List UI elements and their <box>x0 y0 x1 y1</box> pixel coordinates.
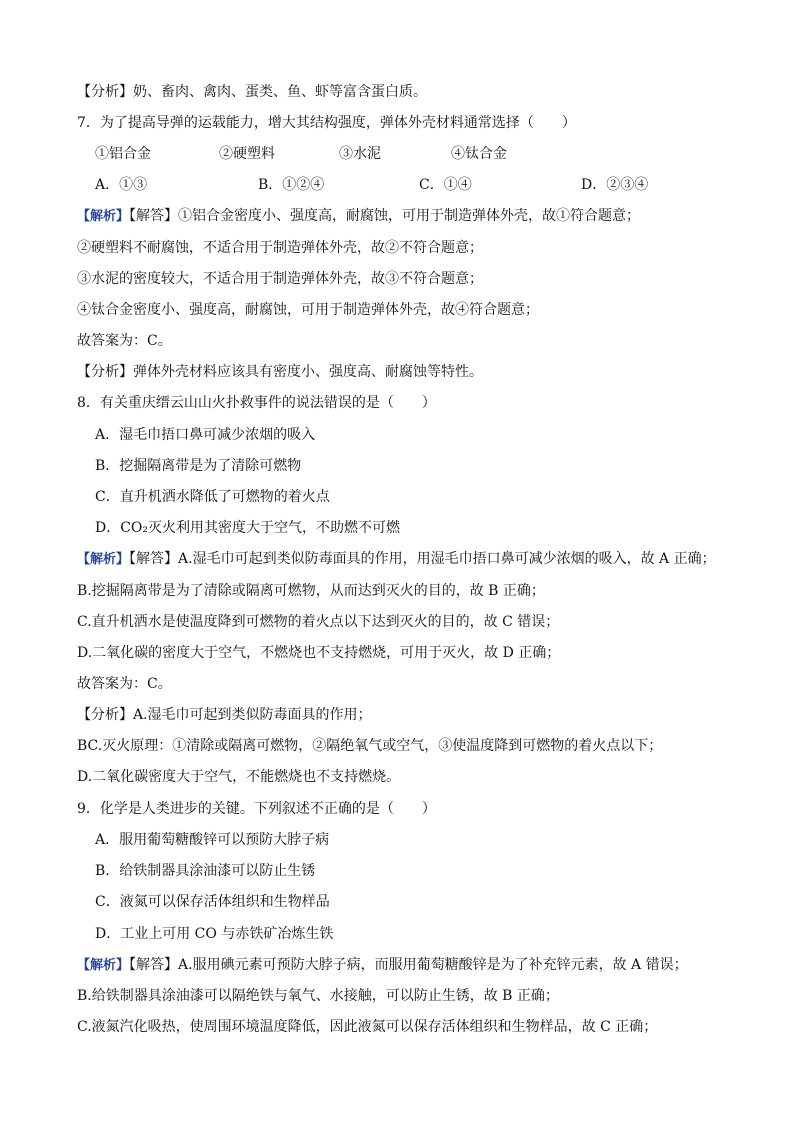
jiexi-tag: 【解析】 <box>77 552 130 567</box>
q7-material-4: ④钛合金 <box>451 146 507 162</box>
q7-analysis: 【分析】弹体外壳材料应该具有密度小、强度高、耐腐蚀等特性。 <box>77 364 483 380</box>
q9-choice-b: B．给铁制器具涂油漆可以防止生锈 <box>95 863 316 879</box>
q7-solution-line-4: ④钛合金密度小、强度高，耐腐蚀，可用于制造弹体外壳，故④符合题意； <box>77 302 539 318</box>
q7-solution-line-3: ③水泥的密度较大，不适合用于制造弹体外壳，故③不符合题意； <box>77 271 483 287</box>
q8-stem: 8．有关重庆缙云山山火扑救事件的说法错误的是（ ） <box>77 395 436 411</box>
q7-material-3: ③水泥 <box>339 146 381 162</box>
q9-choice-d: D．工业上可用 CO 与赤铁矿冶炼生铁 <box>95 926 334 942</box>
q7-choice-d: D．②③④ <box>581 177 649 193</box>
q9-solution-line-3: C.液氮汽化吸热，使周围环境温度降低，因此液氮可以保存活体组织和生物样品，故 C 正确； <box>77 1019 658 1035</box>
q9-choice-a: A．服用葡萄糖酸锌可以预防大脖子病 <box>95 832 330 848</box>
q8-analysis-line-3: D.二氧化碳密度大于空气，不能燃烧也不支持燃烧。 <box>77 769 401 785</box>
q8-solution-line-1: 【解析】【解答】A.湿毛巾可起到类似防毒面具的作用，用湿毛巾捂口鼻可减少浓烟的吸入，故 A 正确； <box>77 551 716 567</box>
q7-stem: 7．为了提高导弹的运载能力，增大其结构强度，弹体外壳材料通常选择（ ） <box>77 115 576 131</box>
q9-choice-c: C．液氮可以保存活体组织和生物样品 <box>95 894 330 910</box>
q8-analysis-line-2: BC.灭火原理：①清除或隔离可燃物，②隔绝氧气或空气，③使温度降到可燃物的着火点以下； <box>77 738 663 754</box>
q8-analysis-line-1: 【分析】A.湿毛巾可起到类似防毒面具的作用； <box>77 707 372 723</box>
q7-solution-line-1: 【解析】【解答】①铝合金密度小、强度高，耐腐蚀，可用于制造弹体外壳，故①符合题意； <box>77 208 641 224</box>
q9-solution-line-2: B.给铁制器具涂油漆可以隔绝铁与氧气、水接触，可以防止生锈，故 B 正确； <box>77 988 559 1004</box>
q9-solution-line-1: 【解析】【解答】A.服用碘元素可预防大脖子病，而服用葡萄糖酸锌是为了补充锌元素，故 A 错误； <box>77 957 688 973</box>
jiexi-tag: 【解析】 <box>77 958 130 973</box>
q7-choice-a: A．①③ <box>95 177 148 193</box>
q8-choice-b: B．挖掘隔离带是为了清除可燃物 <box>95 458 302 474</box>
q7-choice-b: B．①②④ <box>258 177 325 193</box>
q9-stem: 9．化学是人类进步的关键。下列叙述不正确的是（ ） <box>77 801 436 817</box>
q8-answer: 故答案为：C。 <box>77 676 172 692</box>
q8-solution-line-4: D.二氧化碳的密度大于空气，不燃烧也不支持燃烧，可用于灭火，故 D 正确； <box>77 645 561 661</box>
q7-answer: 故答案为：C。 <box>77 333 172 349</box>
q8-solution-line-2: B.挖掘隔离带是为了清除或隔离可燃物，从而达到灭火的目的，故 B 正确； <box>77 583 545 599</box>
q7-solution-line-2: ②硬塑料不耐腐蚀，不适合用于制造弹体外壳，故②不符合题意； <box>77 240 483 256</box>
q7-material-2: ②硬塑料 <box>219 146 275 162</box>
jiexi-tag: 【解析】 <box>77 209 130 224</box>
q8-choice-c: C．直升机洒水降低了可燃物的着火点 <box>95 489 330 505</box>
q8-solution-line-3: C.直升机洒水是使温度降到可燃物的着火点以下达到灭火的目的，故 C 错误； <box>77 614 560 630</box>
q7-choice-c: C．①④ <box>419 177 472 193</box>
q8-choice-d: D．CO₂灭火利用其密度大于空气，不助燃不可燃 <box>95 520 401 536</box>
q8-choice-a: A．湿毛巾捂口鼻可减少浓烟的吸入 <box>95 427 316 443</box>
q7-material-1: ①铝合金 <box>95 146 151 162</box>
q6-analysis: 【分析】奶、畜肉、禽肉、蛋类、鱼、虾等富含蛋白质。 <box>77 84 427 100</box>
